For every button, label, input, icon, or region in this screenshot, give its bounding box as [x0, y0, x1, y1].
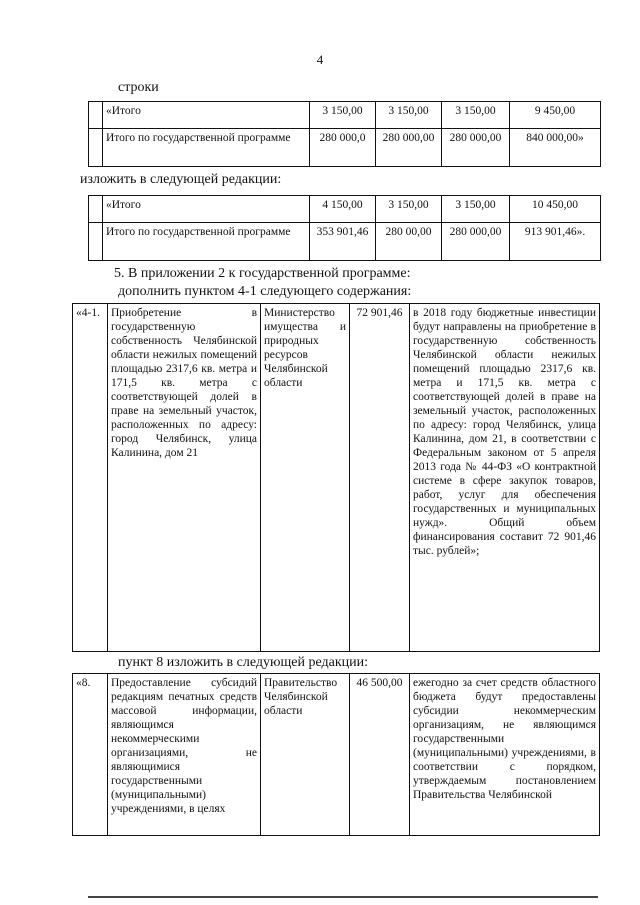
cell-value: 3 150,00 [376, 196, 442, 223]
page-number: 4 [316, 52, 324, 67]
cell-total: 9 450,00 [510, 102, 601, 129]
text-dopolnit: дополнить пунктом 4-1 следующего содержания: [118, 284, 412, 299]
cell-total: 10 450,00 [510, 196, 601, 223]
cell-value: 3 150,00 [376, 102, 442, 129]
row-label: Итого по государственной программе [103, 129, 310, 167]
table-row [89, 102, 601, 129]
cell-value: 280 000,00 [376, 129, 442, 167]
cell-total: 840 000,00» [510, 129, 601, 167]
text-item5: 5. В приложении 2 к государственной программе: [114, 266, 411, 281]
row-description: в 2018 году бюджетные инвестиции будут направлены на приобретение в государственную собственность Челябинской области нежилых помещений площадью 2317,6 кв. метра и 171,5 кв. метра с соответствующей долей в праве на земельный участок, расположенных по адресу: город Челябинск, улица Калинина, дом 21, в соответствии с Федеральным законом от 5 апреля 2013 года № 44-ФЗ «О контрактной системе в сфере закупок товаров, работ, услуг для обеспечения государственных и муниципальных нужд». Общий объем финансирования составит 72 901,46 тыс. рублей»; [410, 304, 600, 652]
cell-value: 280 000,0 [310, 129, 376, 167]
table-point-8 [72, 673, 600, 836]
row-label: «Итого [103, 102, 310, 129]
cell-value: 3 150,00 [310, 102, 376, 129]
table-point-4-1 [72, 303, 600, 652]
row-number: «4-1. [73, 304, 108, 652]
row-name: Приобретение в государственную собственность Челябинской области нежилых помещений площадью 2317,6 кв. метра и 171,5 кв. метра с соответствующей долей в праве на земельный участок, расположенных по адресу: город Челябинск, улица Калинина, дом 21 [108, 304, 261, 652]
row-amount: 72 901,46 [350, 304, 410, 652]
text-izlozhit: изложить в следующей редакции: [80, 172, 282, 187]
cell-value: 280 00,00 [376, 223, 442, 261]
row-description: ежегодно за счет средств областного бюджета будут предоставлены субсидии некоммерческим организациям, не являющимся государственными (муниципальными) учреждениями, в соответствии с порядком, утверждаемым постановлением Правительства Челябинской [410, 674, 600, 836]
row-executor: Правительство Челябинской области [261, 674, 350, 836]
table-row [89, 196, 601, 223]
table-new-totals [88, 195, 601, 261]
text-punkt8: пункт 8 изложить в следующей редакции: [118, 655, 368, 670]
table-row [89, 129, 601, 167]
cell-value: 280 000,00 [442, 129, 510, 167]
text-stroki: строки [118, 80, 159, 95]
cell-value: 3 150,00 [442, 196, 510, 223]
cell-value: 3 150,00 [442, 102, 510, 129]
cell-total: 913 901,46». [510, 223, 601, 261]
row-label: Итого по государственной программе [103, 223, 310, 261]
table-row [89, 223, 601, 261]
row-executor: Министерство имущества и природных ресурсов Челябинской области [261, 304, 350, 652]
table-row [73, 674, 600, 836]
row-amount: 46 500,00 [350, 674, 410, 836]
row-name: Предоставление субсидий редакциям печатных средств массовой информации, являющимся некоммерческими организациями, не являющимися государственными (муниципальными) учреждениями, в целях [108, 674, 261, 836]
row-number: «8. [73, 674, 108, 836]
table-row [73, 304, 600, 652]
row-label: «Итого [103, 196, 310, 223]
table-old-totals [88, 101, 601, 167]
cell-value: 4 150,00 [310, 196, 376, 223]
cell-value: 280 000,00 [442, 223, 510, 261]
cell-value: 353 901,46 [310, 223, 376, 261]
bottom-rule [88, 896, 598, 898]
